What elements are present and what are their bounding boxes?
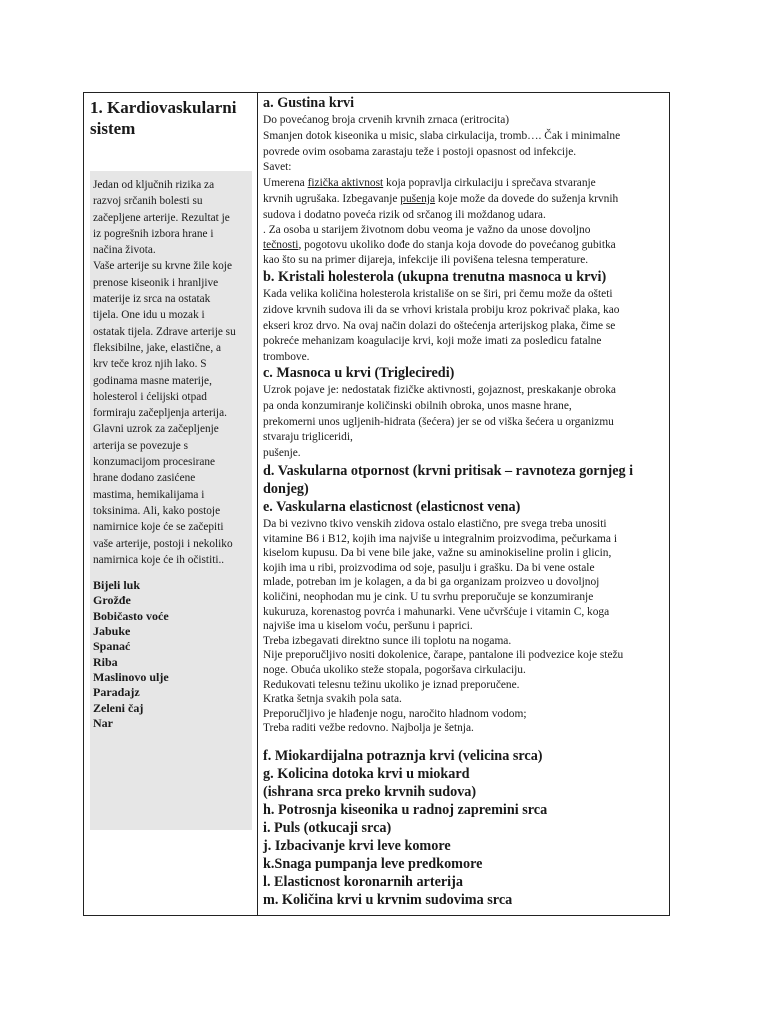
body-a2-text: koje može da dovede do suženja krvnih sudova i dodatno poveća rizik od srčanog ili moždanog udara. — [263, 192, 619, 221]
food-item: Paradajz — [93, 685, 140, 700]
left-column — [84, 93, 257, 915]
intro-text: Jedan od ključnih rizika za razvoj srčanih bolesti su začepljene arterije. Rezultat je iz pogrešnih izbora hrane i načina života. Vaše arterije su krvne žile koje prenose kiseonik i hranljive materije iz srca na ostatak tijela. One idu u mozak i ostatak tijela. Zdrave arterije su fleksibilne, jake, elastične, a krv teče kroz njih lako. S godinama masne materije, holesterol i ćelijski otpad formiraju začepljenja arterija. Glavni uzrok za začepljenje arterija se povezuje s konzumacijom procesirane hrane dodano zasićene mastima, hemikalijama i toksinima. Ali, kako postoje namirnice koje će se začepiti vaše arterije, postoji i nekoliko namirnica koje će ih očistiti.. — [93, 179, 236, 566]
heading-l: l. Elasticnost koronarnih arterija — [263, 874, 463, 890]
heading-f: f. Miokardijalna potraznja krvi (velicina srca) — [263, 748, 543, 764]
heading-a: a. Gustina krvi — [263, 95, 355, 111]
heading-i: i. Puls (otkucaji srca) — [263, 820, 392, 836]
body-a3-text: , pogotovu ukoliko dođe do stanja koja dovode do povećanog gubitka kao što su na primer dijareja, infekcije ili povišena telesna temperature. — [263, 238, 616, 266]
body-a1: Do povećanog broja crvenih krvnih zrnaca (eritrocita) Smanjen dotok kiseonika u misic, slaba cirkulacija, tromb…. Čak i minimalne povrede ovim osobama zarastaju teže i postoji opasnost od infekcije. Savet: — [263, 114, 621, 174]
body-e: Da bi vezivno tkivo venskih zidova ostalo elastično, pre svega treba unositi vitamine B6 i B12, kojih ima najviše u integralnim proizvodima, pečurkama i kiselom kupusu. Da bi vene bile jake, važne su aminokiseline prolin i glicin, kojih ima u ribi, proizvodima od soje, pasulju i grašku. Da bi vene ostale mlade, potreban im je kolagen, a da bi ga organizam proizveo u dovoljnoj količini, neophodan mu je cink. U tu svrhu preporučuje se konzumiranje kukuruza, korenastog povrća i mahunarki. Vene učvršćuje i vitamin C, koga najviše ima u kiselom voću, peršunu i paprici. Treba izbegavati direktno sunce ili toplotu na nogama. Nije preporučljivo nositi dokolenice, čarape, pantalone ili podvezice koje stežu noge. Obuća ukoliko steže stopala, pogoršava cirkulaciju. Redukovati telesnu težinu ukoliko je iznad preporučene. Kratka šetnja svakih pola sata. Preporučljivo je hlađenje nogu, naročito hladnom vodom; Treba raditi vežbe redovno. Najbolja je šetnja. — [263, 518, 624, 735]
food-item: Grožđe — [93, 593, 131, 608]
body-a2 — [263, 176, 671, 223]
link-smoking[interactable]: pušenja — [400, 192, 436, 205]
food-list — [93, 578, 248, 731]
right-column — [258, 93, 669, 915]
food-item: Maslinovo ulje — [93, 669, 169, 684]
body-a3 — [263, 223, 671, 268]
food-item: Nar — [93, 715, 113, 730]
link-fluids[interactable]: tečnosti — [263, 238, 299, 251]
section-title: 1. Kardiovaskularni sistem — [90, 98, 237, 138]
intro-box — [90, 171, 252, 830]
right-content — [263, 95, 671, 913]
heading-g: g. Kolicina dotoka krvi u miokard (ishrana srca preko krvnih sudova) — [263, 766, 477, 800]
body-a3-text: . Za osoba u starijem životnom dobu veoma je važno da unose dovoljno — [263, 224, 591, 236]
food-item: Jabuke — [93, 624, 131, 639]
heading-j: j. Izbacivanje krvi leve komore — [263, 838, 451, 854]
heading-m: m. Količina krvi u krvnim sudovima srca — [263, 892, 513, 908]
food-item: Zeleni čaj — [93, 700, 144, 715]
body-a2-text: Umerena — [263, 177, 308, 189]
document-table — [83, 92, 670, 916]
heading-h: h. Potrosnja kiseonika u radnoj zapremini srca — [263, 802, 548, 818]
food-item: Bobičasto voće — [93, 608, 169, 623]
link-physical-activity[interactable]: fizička aktivnost — [307, 177, 384, 189]
heading-b: b. Kristali holesterola (ukupna trenutna masnoca u krvi) — [263, 269, 607, 285]
heading-k: k.Snaga pumpanja leve predkomore — [263, 856, 483, 872]
body-c: Uzrok pojave je: nedostatak fizičke aktivnosti, gojaznost, preskakanje obroka pa onda konzumiranje količinski obilnih obroka, unos masne hrane, prekomerni unos ugljenih-hidrata (šećera) jer se od viška šećera u organizmu stvaraju trigliceridi, pušenje. — [263, 384, 616, 460]
food-item: Bijeli luk — [93, 578, 141, 593]
heading-d: d. Vaskularna otpornost (krvni pritisak – ravnoteza gornjeg i donjeg) — [263, 463, 634, 497]
body-b: Kada velika količina holesterola kristališe on se širi, pri čemu može da ošteti zidove krvnih sudova ili da se vrhovi kristala probiju kroz pokrivač plaka, kao ekseri kroz drvo. Na ovaj način dolazi do oštećenja arterijskog plaka, čime se pokreće mehanizam koagulacije krvi, koji može imati za posledicu fatalne trombove. — [263, 288, 620, 364]
food-item: Spanać — [93, 639, 131, 654]
food-item: Riba — [93, 654, 118, 669]
body-a2-text: koja popravlja cirkulaciju i sprečava stvaranje krvnih ugrušaka. Izbegavanje — [263, 177, 596, 205]
heading-c: c. Masnoca u krvi (Trigleciredi) — [263, 365, 455, 381]
heading-e: e. Vaskularna elasticnost (elasticnost vena) — [263, 499, 521, 515]
